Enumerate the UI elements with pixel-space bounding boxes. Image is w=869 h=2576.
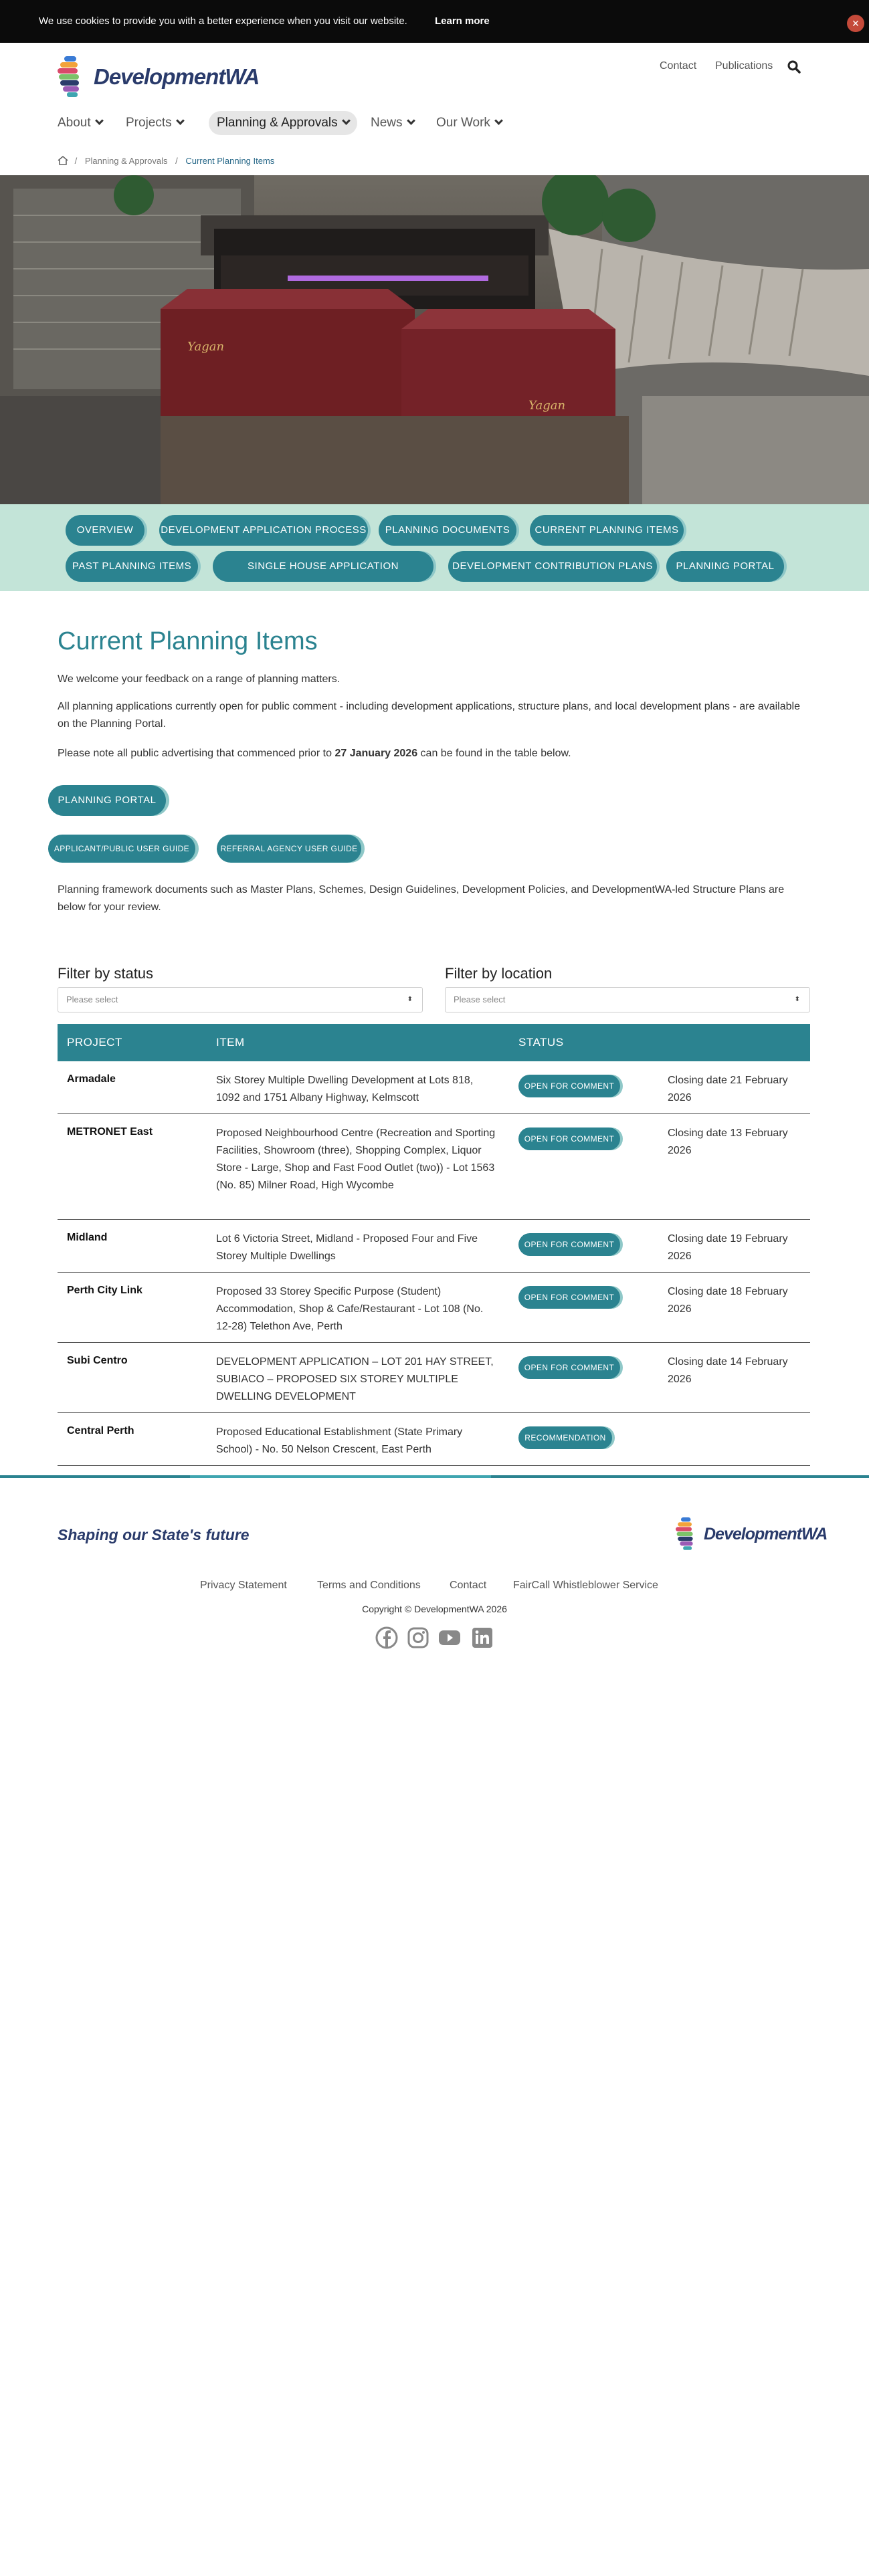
footer-link-terms[interactable]: Terms and Conditions (317, 1580, 421, 1591)
row-project: Subi Centro (67, 1355, 128, 1366)
subnav-past-planning-items[interactable]: PAST PLANNING ITEMS (66, 551, 198, 582)
footer-tagline: Shaping our State's future (58, 1526, 250, 1543)
advertising-note (58, 745, 813, 762)
subnav-development-application-process[interactable]: DEVELOPMENT APPLICATION PROCESS (159, 515, 368, 546)
header-item: ITEM (216, 1036, 245, 1049)
facebook-icon[interactable] (375, 1626, 398, 1649)
linkedin-icon[interactable] (471, 1626, 494, 1649)
nav-item-planning-approvals[interactable] (209, 111, 357, 135)
cookie-learn-more-link[interactable]: Learn more (435, 15, 490, 27)
table-row[interactable] (58, 1061, 810, 1114)
table-row[interactable] (58, 1273, 810, 1343)
row-item[interactable]: Proposed Neighbourhood Centre (Recreation and Sporting Facilities, Showroom (three), Shopping Complex, Liquor Store - Large, Shop and Fast Food Outlet (two)) - Lot 1563 (No. 85) Milner Road, High Wycombe (216, 1128, 496, 1191)
nav-label: About (58, 116, 91, 130)
select-arrows-icon: ⬍ (407, 996, 413, 1003)
nav-label: Our Work (436, 116, 490, 130)
chevron-down-icon (342, 116, 351, 125)
table-header (58, 1024, 810, 1061)
row-closing-date: Closing date 13 February 2026 (668, 1128, 788, 1156)
header-status: STATUS (518, 1036, 564, 1049)
chevron-down-icon (95, 116, 104, 125)
row-status-badge[interactable]: OPEN FOR COMMENT (518, 1286, 620, 1309)
row-closing-date: Closing date 18 February 2026 (668, 1286, 788, 1315)
logo-text: DevelopmentWA (94, 64, 260, 89)
instagram-icon[interactable] (407, 1626, 429, 1649)
nav-label: News (371, 116, 403, 130)
portal-paragraph: All planning applications currently open for public comment - including development applications, structure plans, and local development plans - are available on the Planning Portal. (58, 701, 800, 730)
breadcrumb-parent[interactable]: Planning & Approvals (84, 156, 168, 166)
subnav-single-house-application-information[interactable]: SINGLE HOUSE APPLICATION INFORMATION (213, 551, 433, 582)
copyright: Copyright © DevelopmentWA 2026 (362, 1604, 507, 1614)
row-status-badge[interactable]: OPEN FOR COMMENT (518, 1128, 620, 1150)
footer-link-faircall[interactable]: FairCall Whistleblower Service (513, 1580, 658, 1591)
row-status-badge[interactable]: RECOMMENDATION (518, 1426, 612, 1449)
nav-item-news[interactable] (363, 111, 422, 135)
row-closing-date: Closing date 14 February 2026 (668, 1356, 788, 1385)
footer-link-privacy[interactable]: Privacy Statement (200, 1580, 287, 1591)
svg-text:Yagan: Yagan (187, 340, 225, 354)
site-logo[interactable] (58, 55, 258, 98)
planning-portal-button[interactable]: PLANNING PORTAL (48, 785, 166, 816)
table-row[interactable] (58, 1114, 810, 1220)
subnav-planning-documents[interactable]: PLANNING DOCUMENTS (379, 515, 516, 546)
row-item[interactable]: Six Storey Multiple Dwelling Development at Lots 818, 1092 and 1751 Albany Highway, Kelmscott (216, 1075, 474, 1103)
section-subnav (0, 504, 869, 603)
advertising-note-before: Please note all public advertising that commenced prior to (58, 748, 335, 759)
filter-status-select[interactable] (58, 987, 423, 1012)
cookie-message: We use cookies to provide you with a better experience when you visit our website. (39, 15, 407, 27)
filter-location-label: Filter by location (445, 965, 553, 982)
search-icon[interactable] (787, 60, 801, 74)
planning-items-table (58, 1024, 810, 1466)
row-project: Midland (67, 1232, 108, 1243)
cookie-close-button[interactable]: × (847, 15, 864, 32)
row-item[interactable]: Proposed Educational Establishment (State Primary School) - No. 50 Nelson Crescent, East Perth (216, 1426, 463, 1455)
referral-agency-user-guide-button[interactable]: REFERRAL AGENCY USER GUIDE (217, 835, 361, 863)
top-link-contact[interactable]: Contact (660, 60, 697, 72)
row-item[interactable]: DEVELOPMENT APPLICATION – LOT 201 HAY STREET, SUBIACO – PROPOSED SIX STOREY MULTIPLE DWELLING DEVELOPMENT (216, 1356, 494, 1402)
svg-text:Yagan: Yagan (528, 399, 566, 413)
filter-status-placeholder: Please select (66, 994, 118, 1004)
nav-item-our-work[interactable] (428, 111, 510, 135)
row-status-badge[interactable]: OPEN FOR COMMENT (518, 1356, 620, 1379)
footer-logo[interactable] (676, 1515, 828, 1553)
row-project: Perth City Link (67, 1285, 142, 1296)
subnav-current-planning-items[interactable]: CURRENT PLANNING ITEMS (530, 515, 684, 546)
select-arrows-icon: ⬍ (794, 996, 800, 1003)
nav-label: Planning & Approvals (217, 116, 338, 130)
subnav-overview[interactable]: OVERVIEW (66, 515, 144, 546)
intro-paragraph: We welcome your feedback on a range of planning matters. (58, 673, 341, 685)
breadcrumb (58, 156, 280, 166)
footer-divider-accent (190, 1475, 491, 1478)
applicant-user-guide-button[interactable]: APPLICANT/PUBLIC USER GUIDE (48, 835, 195, 863)
filter-status-label: Filter by status (58, 965, 154, 982)
main-navigation (0, 111, 869, 135)
cookie-banner (0, 0, 869, 43)
header-project: PROJECT (67, 1036, 122, 1049)
filter-location-placeholder: Please select (454, 994, 506, 1004)
home-icon[interactable] (58, 156, 68, 165)
table-row[interactable] (58, 1343, 810, 1413)
filter-location-select[interactable] (445, 987, 810, 1012)
row-closing-date: Closing date 19 February 2026 (668, 1233, 788, 1262)
logo-mark-icon (58, 55, 91, 98)
table-row[interactable] (58, 1220, 810, 1273)
top-link-publications[interactable]: Publications (715, 60, 773, 72)
logo-mark-icon (676, 1515, 702, 1552)
footer-logo-text: DevelopmentWA (704, 1525, 828, 1543)
row-status-badge[interactable]: OPEN FOR COMMENT (518, 1075, 620, 1097)
footer-link-contact[interactable]: Contact (450, 1580, 487, 1591)
breadcrumb-separator: / (175, 156, 178, 166)
row-item[interactable]: Proposed 33 Storey Specific Purpose (Student) Accommodation, Shop & Cafe/Restaurant - Lot 108 (No. 12-28) Telethon Ave, Perth (216, 1286, 484, 1332)
row-project: METRONET East (67, 1126, 153, 1138)
row-project: Armadale (67, 1073, 116, 1085)
breadcrumb-current: Current Planning Items (185, 156, 275, 166)
row-project: Central Perth (67, 1425, 134, 1436)
nav-item-projects[interactable] (118, 111, 191, 135)
page-title: Current Planning Items (58, 627, 318, 655)
advertising-note-date: 27 January 2026 (334, 748, 418, 759)
nav-label: Projects (126, 116, 172, 130)
nav-item-about[interactable] (50, 111, 110, 135)
hero-image (0, 175, 869, 504)
subnav-development-contribution-plans[interactable]: DEVELOPMENT CONTRIBUTION PLANS (448, 551, 657, 582)
chevron-down-icon (494, 116, 503, 125)
row-status-badge[interactable]: OPEN FOR COMMENT (518, 1233, 620, 1256)
hero-illustration (0, 175, 869, 504)
row-item[interactable]: Lot 6 Victoria Street, Midland - Proposed Four and Five Storey Multiple Dwellings (216, 1233, 478, 1262)
framework-paragraph: Planning framework documents such as Master Plans, Schemes, Design Guidelines, Development Policies, and DevelopmentWA-led Structure Plans are below for your review. (58, 884, 785, 913)
chevron-down-icon (407, 116, 415, 125)
youtube-icon[interactable] (438, 1626, 461, 1649)
table-row[interactable] (58, 1413, 810, 1466)
chevron-down-icon (176, 116, 185, 125)
row-closing-date: Closing date 21 February 2026 (668, 1075, 788, 1103)
breadcrumb-separator: / (74, 156, 78, 166)
subnav-planning-portal[interactable]: PLANNING PORTAL (666, 551, 784, 582)
advertising-note-after: can be found in the table below. (417, 748, 571, 759)
